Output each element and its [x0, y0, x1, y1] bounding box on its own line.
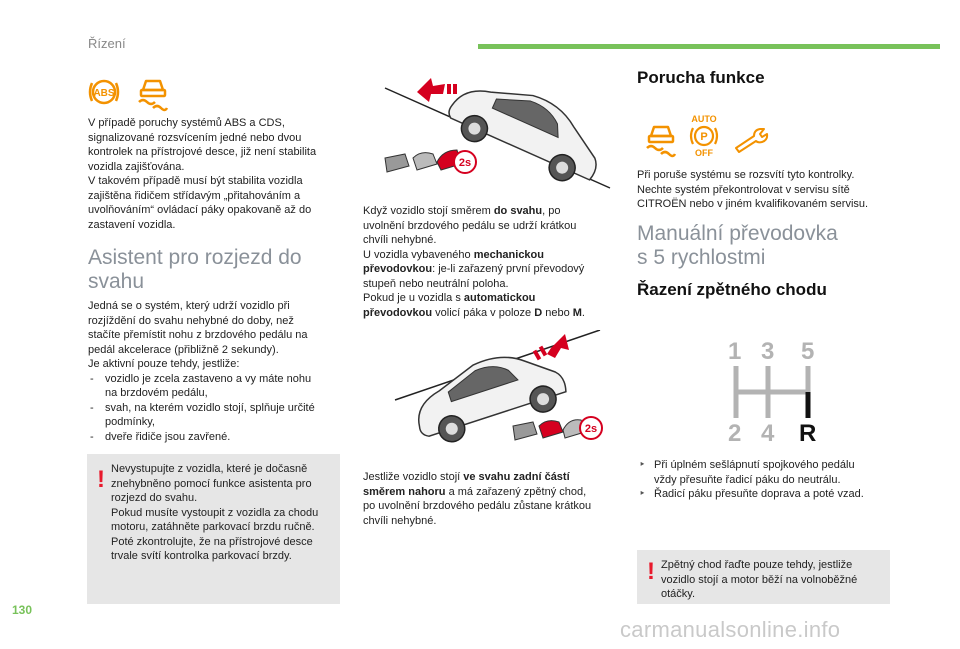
- text-bold: převodovkou: [363, 263, 433, 275]
- hill-start-description: [88, 299, 350, 444]
- text-span: Pokud je u vozidla s: [363, 292, 464, 304]
- pedal-icon: [385, 150, 461, 172]
- timer-label: 2s: [458, 157, 472, 169]
- text-line: V případě poruchy systémů ABS a CDS,: [88, 117, 285, 129]
- text-span: .: [581, 306, 585, 319]
- text-span: : je-li zařazený první převodový: [432, 263, 585, 275]
- text-bold: ve svahu zadní částí: [463, 471, 570, 483]
- text-line: [363, 470, 621, 485]
- text-bold: mechanickou: [473, 248, 544, 261]
- text-line: zastavení vozidla.: [88, 218, 176, 231]
- timer-label: 2s: [584, 423, 598, 435]
- text-line: [363, 248, 621, 263]
- title-line: svahu: [88, 270, 145, 293]
- chapter-accent-bar: [478, 44, 940, 49]
- text-bold: převodovkou: [363, 306, 433, 319]
- text-line: Při poruše systému se rozsvítí tyto kontrolky.: [637, 169, 855, 181]
- uphill-car-illustration: [365, 58, 620, 203]
- text-line: [363, 485, 621, 500]
- text-span: Jestliže vozidlo stojí: [363, 471, 464, 483]
- text-line: [363, 291, 621, 306]
- gear-label: 1: [728, 338, 742, 365]
- gearbox-section-title: [637, 222, 838, 270]
- title-line: s 5 rychlostmi: [637, 246, 766, 269]
- auto-p-off-icon: [684, 114, 724, 164]
- title-line: Asistent pro rozjezd do: [88, 246, 302, 269]
- reverse-uphill-car-illustration: [365, 330, 620, 463]
- list-item-text: na brzdovém pedálu,: [105, 387, 208, 399]
- page-number: 130: [12, 603, 33, 617]
- list-item-text: podmínky,: [105, 416, 155, 428]
- text-line: Je aktivní pouze tehdy, jestliže:: [88, 358, 240, 370]
- list-item-text: vždy přesuňte řadicí páku do neutrálu.: [654, 473, 841, 486]
- activation-conditions-list: [88, 372, 350, 445]
- text-line: pedál akcelerace (přibližně 2 sekundy).: [88, 343, 279, 356]
- abs-warning-icon: [86, 74, 122, 115]
- watermark-text: carmanualsonline.info: [620, 617, 841, 642]
- section-title-hill-start: [88, 246, 302, 294]
- text-line: otáčky.: [661, 588, 696, 600]
- skid-warning-icon: [641, 118, 681, 163]
- list-item: [637, 487, 917, 502]
- list-item-text: Řadicí páku přesuňte doprava a poté vzad.: [654, 488, 864, 500]
- uphill-text: [363, 204, 621, 320]
- svg-text:ABS: ABS: [93, 88, 115, 99]
- gear-label: 2: [728, 420, 742, 447]
- text-line: Pokud musíte vystoupit z vozidla za chodu: [111, 506, 319, 519]
- text-line: chvíli nehybné.: [363, 514, 437, 527]
- reverse-gear-title: Řazení zpětného chodu: [637, 280, 827, 299]
- list-item: [88, 372, 350, 401]
- malfunction-title: Porucha funkce: [637, 68, 765, 87]
- text-line: V takovém případě musí být stabilita vozidla: [88, 175, 303, 187]
- text-line: po uvolnění brzdového pedálu zůstane krátkou: [363, 500, 592, 512]
- text-line: [363, 204, 621, 219]
- reverse-uphill-text: [363, 470, 621, 528]
- text-line: uvolňováním“ ovládací páky opakovaně až do: [88, 204, 312, 216]
- text-line: Poté zkontrolujte, že na přístrojové desce: [111, 535, 313, 548]
- text-line: stupeň nebo neutrální poloha.: [363, 277, 509, 290]
- text-span: a má zařazený zpětný chod,: [445, 485, 587, 498]
- text-line: kontrolek na přístrojové desce, již není stabilita: [88, 146, 317, 158]
- list-item-text: Při úplném sešlápnutí spojkového pedálu: [654, 459, 855, 471]
- text-line: Jedná se o systém, který udrží vozidlo při: [88, 300, 290, 312]
- text-line: vozidlo stojí a motor běží na volnoběžné: [661, 573, 858, 586]
- caution-text: [111, 462, 339, 564]
- malfunction-text: [637, 168, 907, 212]
- icon-off-label: OFF: [695, 148, 713, 158]
- text-line: zajištěna řidičem střídavým „přitahováním a: [88, 189, 301, 202]
- steps-list: [637, 458, 917, 502]
- chapter-title: Řízení: [88, 36, 126, 51]
- text-line: rozjezd do svahu.: [111, 492, 198, 504]
- text-span: Když vozidlo stojí směrem: [363, 205, 494, 217]
- text-line: chvíli nehybné.: [363, 234, 437, 246]
- caution-box-reverse: [637, 550, 890, 604]
- text-line: rozjíždění do svahu nehybné do doby, než: [88, 314, 294, 327]
- list-item: [88, 401, 350, 430]
- gear-label: 3: [761, 338, 775, 365]
- list-item: [88, 430, 350, 445]
- text-line: trvale svítí kontrolka parkovací brzdy.: [111, 550, 292, 562]
- text-span: U vozidla vybaveného: [363, 248, 474, 261]
- gear-label: 5: [801, 338, 815, 365]
- text-span: nebo: [542, 306, 573, 319]
- text-bold: směrem nahoru: [363, 485, 446, 498]
- list-item: [637, 458, 917, 487]
- warning-exclamation-icon: !: [647, 558, 655, 585]
- gear-shift-pattern: [722, 336, 832, 448]
- reverse-steps: [637, 458, 917, 502]
- caution-box-hill-start: [87, 454, 340, 604]
- caution-text: [661, 558, 889, 602]
- text-line: [363, 262, 621, 277]
- warning-exclamation-icon: !: [97, 466, 105, 493]
- text-line: stačíte přemístit nohu z brzdového pedálu na: [88, 329, 308, 341]
- svg-text:P: P: [700, 131, 708, 143]
- service-wrench-icon: [732, 126, 772, 159]
- text-line: CITROËN nebo v jiném kvalifikovaném servisu.: [637, 198, 869, 210]
- title-line: Manuální převodovka: [637, 222, 838, 245]
- abs-cds-failure-text: [88, 116, 348, 232]
- text-line: Nevystupujte z vozidla, které je dočasně: [111, 463, 308, 475]
- text-span: , po: [542, 205, 561, 217]
- text-line: signalizované rozsvícením jedné nebo dvou: [88, 131, 302, 144]
- gear-label-reverse: R: [799, 420, 817, 447]
- text-bold: automatickou: [463, 292, 536, 304]
- list-item-text: vozidlo je zcela zastaveno a vy máte nohu: [105, 372, 312, 385]
- text-bold: D: [534, 306, 543, 319]
- text-line: vozidla zajišťována.: [88, 160, 185, 173]
- text-span: volicí páka v poloze: [432, 306, 535, 319]
- icon-auto-label: AUTO: [691, 114, 717, 124]
- skid-warning-icon: [133, 72, 173, 117]
- text-line: [363, 306, 621, 321]
- text-bold: do svahu: [493, 205, 543, 217]
- list-item-text: dveře řidiče jsou zavřené.: [105, 430, 231, 443]
- text-line: uvolnění brzdového pedálu se udrží krátkou: [363, 219, 577, 232]
- text-line: Nechte systém překontrolovat v servisu sítě: [637, 183, 850, 196]
- text-bold: M: [572, 306, 582, 319]
- text-line: Zpětný chod řaďte pouze tehdy, jestliže: [661, 559, 853, 571]
- list-item-text: svah, na kterém vozidlo stojí, splňuje určité: [105, 401, 315, 414]
- text-line: znehybněno pomocí funkce asistenta pro: [111, 477, 312, 490]
- text-line: motoru, zatáhněte parkovací brzdu ručně.: [111, 521, 315, 533]
- gear-label: 4: [761, 420, 775, 447]
